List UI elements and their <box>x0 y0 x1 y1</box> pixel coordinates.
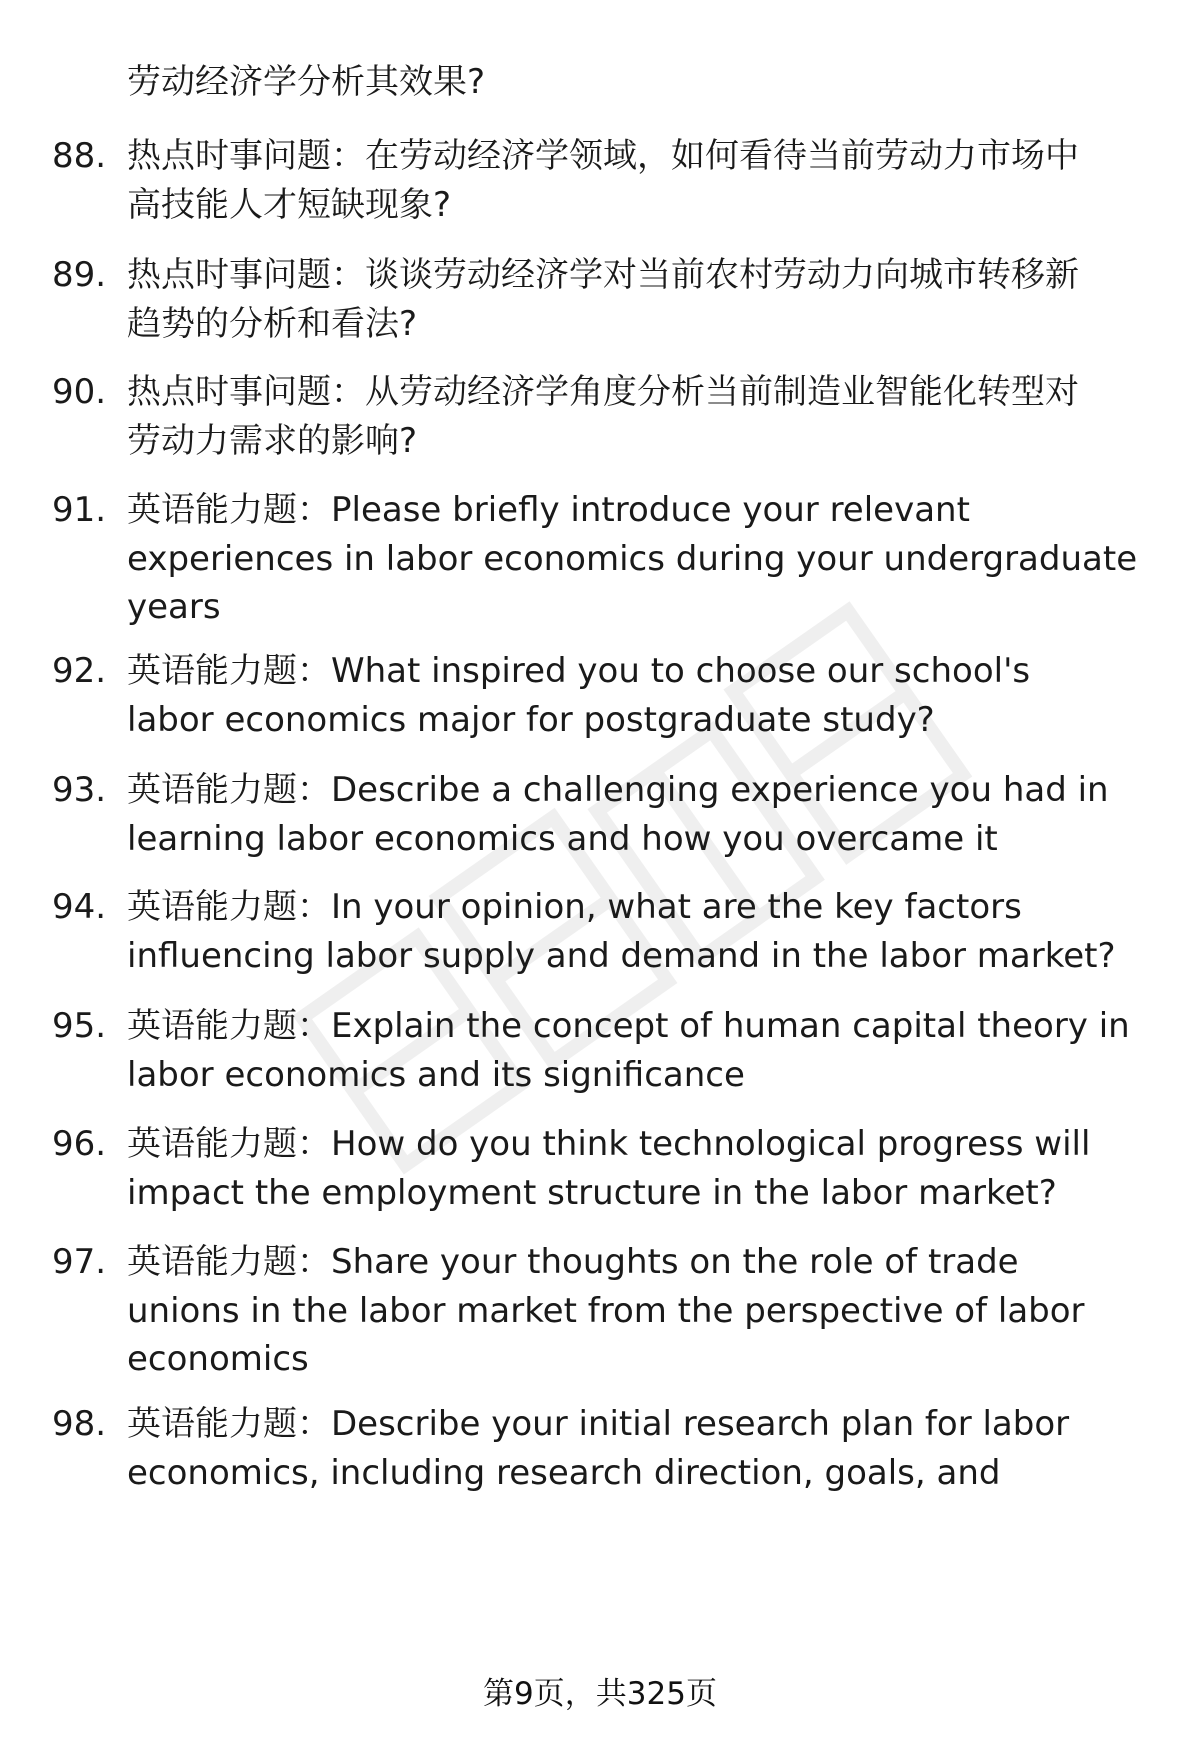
item-text <box>127 1400 1167 1497</box>
item-text <box>127 132 1167 229</box>
item-text <box>127 1238 1167 1384</box>
item-text <box>127 251 1167 348</box>
item-line: 英语能力题：In your opinion, what are the key factors <box>127 887 1022 927</box>
item-text <box>127 1002 1167 1099</box>
item-line: economics, including research direction, goals, and <box>127 1452 1001 1493</box>
item-number: 92. <box>52 651 107 691</box>
item-number: 91. <box>52 490 107 530</box>
item-line: 劳动力需求的影响? <box>127 420 418 461</box>
item-line: 英语能力题：Share your thoughts on the role of trade <box>127 1242 1019 1282</box>
page-number-footer: 第9页，共325页 <box>483 1676 717 1712</box>
continued-question-text: 劳动经济学分析其效果? <box>127 62 486 102</box>
item-line: 英语能力题：Describe your initial research plan for labor <box>127 1404 1070 1444</box>
item-number: 95. <box>52 1006 107 1046</box>
item-line: experiences in labor economics during your undergraduate <box>127 538 1138 579</box>
item-text <box>127 368 1167 465</box>
item-number: 89. <box>52 255 107 295</box>
item-number: 97. <box>52 1242 107 1282</box>
item-number: 90. <box>52 372 107 412</box>
item-text <box>127 647 1167 744</box>
item-line: 热点时事问题：在劳动经济学领域，如何看待当前劳动力市场中 <box>127 136 1079 176</box>
item-line: labor economics major for postgraduate study? <box>127 699 935 740</box>
item-line: economics <box>127 1339 309 1379</box>
item-text <box>127 486 1167 632</box>
item-line: 英语能力题：Please briefly introduce your relevant <box>127 490 970 530</box>
item-line: learning labor economics and how you overcame it <box>127 818 998 859</box>
item-number: 88. <box>52 136 107 176</box>
item-number: 98. <box>52 1404 107 1444</box>
item-line: 英语能力题：What inspired you to choose our school's <box>127 651 1031 691</box>
item-line: unions in the labor market from the perspective of labor <box>127 1290 1085 1331</box>
item-line: 英语能力题：Describe a challenging experience you had in <box>127 770 1109 810</box>
item-number: 94. <box>52 887 107 927</box>
item-text <box>127 766 1167 863</box>
item-line: 趋势的分析和看法? <box>127 303 418 344</box>
item-line: 热点时事问题：谈谈劳动经济学对当前农村劳动力向城市转移新 <box>127 255 1079 295</box>
item-line: influencing labor supply and demand in the labor market? <box>127 935 1116 976</box>
item-line: impact the employment structure in the labor market? <box>127 1172 1057 1213</box>
item-line: labor economics and its significance <box>127 1054 745 1095</box>
item-text <box>127 883 1167 980</box>
item-number: 96. <box>52 1124 107 1164</box>
item-line: 热点时事问题：从劳动经济学角度分析当前制造业智能化转型对 <box>127 372 1079 412</box>
item-line: 高技能人才短缺现象? <box>127 184 452 225</box>
item-line: 英语能力题：Explain the concept of human capital theory in <box>127 1006 1130 1046</box>
item-line: 英语能力题：How do you think technological progress will <box>127 1124 1091 1164</box>
item-line: years <box>127 587 221 627</box>
item-number: 93. <box>52 770 107 810</box>
item-text <box>127 1120 1167 1217</box>
